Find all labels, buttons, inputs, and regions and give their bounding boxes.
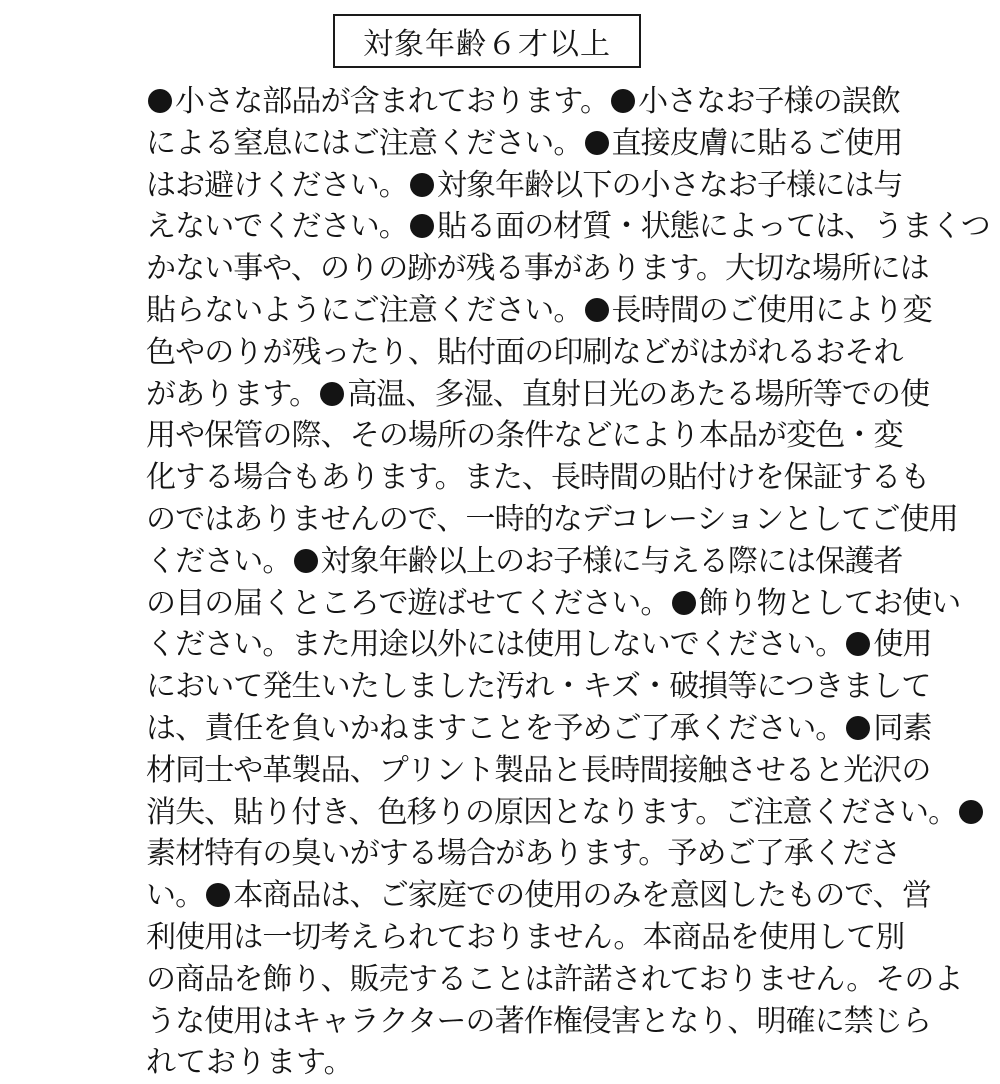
caution-line: うな使用はキャラクターの著作権侵害となり、明確に禁じら [146,1003,932,1039]
caution-line: 小さな部品が含まれております。 小さなお子様の誤飲 [146,81,866,123]
bullet-icon [294,549,318,573]
caution-line: 材同士や革製品、プリント製品と長時間接触させると光沢の [146,752,931,788]
caution-line: 色やのりが残ったり、貼付面の印刷などがはがれるおそれ [146,334,903,370]
bullet-icon [206,883,230,907]
caution-line: のではありませんので、一時的なデコレーションとしてご使用 [146,501,958,537]
age-restriction-title: 対象年齢６才以上 [333,14,641,68]
caution-line: れております。 [146,1045,354,1081]
caution-line: 素材特有の臭いがする場合があります。予めご了承くださ [146,836,901,872]
caution-text-block [146,81,990,1084]
bullet-icon [959,800,983,824]
bullet-icon [320,382,344,406]
bullet-icon [148,89,172,113]
caution-line: い。 本商品は、ご家庭での使用のみを意図したもので、営 [146,878,932,914]
caution-line: 貼らないようにご注意ください。 長時間のご使用により変 [146,292,932,328]
bullet-icon [410,214,434,238]
bullet-icon [846,716,870,740]
caution-line: はお避けください。 対象年齢以下の小さなお子様には与 [146,167,903,203]
bullet-icon [585,298,609,322]
caution-line: があります。 高温、多湿、直射日光のあたる場所等での使 [146,376,930,412]
bullet-icon [672,591,696,615]
caution-line: 用や保管の際、その場所の条件などにより本品が変色・変 [146,418,903,454]
caution-line: ください。また用途以外には使用しないでください。 使用 [146,627,932,663]
caution-line: において発生いたしました汚れ・キズ・破損等につきまして [146,669,931,705]
bullet-icon [611,89,635,113]
caution-line: による窒息にはご注意ください。 直接皮膚に貼るご使用 [146,125,903,161]
caution-line: ください。 対象年齢以上のお子様に与える際には保護者 [146,543,903,579]
bullet-icon [846,632,870,656]
caution-line: の目の届くところで遊ばせてください。 飾り物としてお使い [146,585,961,621]
caution-line: は、責任を負いかねますことを予めご了承ください。 同素 [146,710,932,746]
caution-line: 利使用は一切考えられておりません。本商品を使用して別 [146,919,905,955]
bullet-icon [585,131,609,155]
bullet-icon [410,173,434,197]
caution-line: の商品を飾り、販売することは許諾されておりません。そのよ [146,961,963,997]
caution-line: 消失、貼り付き、色移りの原因となります。ご注意ください。 [146,792,866,834]
caution-line: かない事や、のりの跡が残る事があります。大切な場所には [146,251,929,287]
caution-line: えないでください。 貼る面の材質・状態によっては、うまくつ [146,209,990,245]
caution-line: 化する場合もあります。また、長時間の貼付けを保証するも [146,460,930,496]
